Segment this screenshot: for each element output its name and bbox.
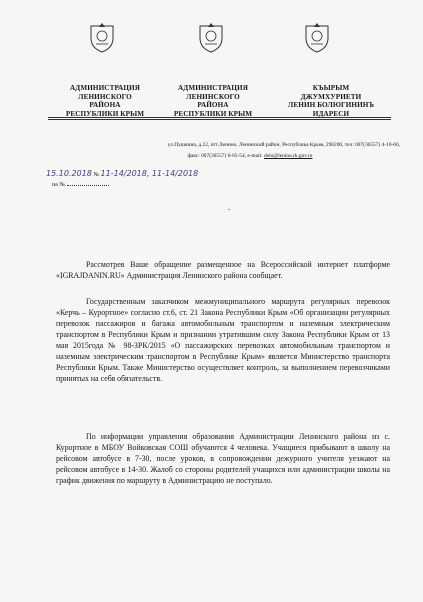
fax-label: факс: 007(36557) 6-05-54, e-mail: <box>187 153 264 159</box>
header-divider <box>48 117 391 118</box>
header-right-org-name: КЪЫРЫМ ДЖУМХУРИЕТИ ЛЕНИН БОЛЮГИНИНЪ ИДАРЕСИ <box>287 84 375 118</box>
check-mark-icon: ˇ <box>228 208 231 216</box>
header-divider <box>48 119 391 120</box>
reference-label: на № <box>52 182 66 188</box>
outgoing-date-number <box>46 170 198 179</box>
address-line: ул.Пушкина, д.22, пгт.Ленино, Ленинский район, Республика Крым, 298200, тел: 007(36557) 4-10-66, <box>167 142 400 148</box>
reference-blank <box>67 180 109 186</box>
coat-of-arms-icon <box>302 20 332 54</box>
contact-line <box>100 152 400 160</box>
header-left-org-name: АДМИНИСТРАЦИЯ ЛЕНИНСКОГО РАЙОНА РЕСПУБЛИКИ КРЫМ <box>65 84 145 118</box>
coat-of-arms-icon <box>87 20 117 54</box>
coat-of-arms-icon <box>196 20 226 54</box>
handwritten-number: 11-14/2018, 11-14/2018 <box>100 169 199 178</box>
header-center-org-name: АДМИНИСТРАЦИЯ ЛЕНИНСКОГО РАЙОНА РЕСПУБЛИКИ КРЫМ <box>173 84 253 118</box>
reference-number <box>52 180 109 189</box>
body-paragraph: По информации управления образования Администрации Ленинского района из с. Курортное в МБОУ Войковская СОШ обучаются 4 человека. Учащиеся прибывают в школу на рейсовом автобусе в 7-30, после уроков, в сопровождении дежурного учителя уезжают на рейсовом автобусе в 14-30. Жалоб со стороны родителей учащихся или администрации школы на график движения по маршруту в Администрацию не поступало. <box>56 432 390 485</box>
body-paragraph: Государственным заказчиком межмуниципального маршрута регулярных перевозок «Керчь – Курортное» согласно ст.6, ст. 21 Закона Республики Крым «Об организации регулярных перевозок пассажиров и багажа автомобильным транспортом и наземным электрическим транспортом в Республики Крым и признании утратившим силу Закона Республики Крым от 13 мая 2015года № 98-ЗРК/2015 «О пассажирских перевозках автомобильным транспортом и наземным электрическим транспортом в Республике Крым» является Министерство транспорта Республики Крым. Также Министерство осуществляет контроль, за выполнением перевозчиками принятых на себя обязательств. <box>56 297 390 383</box>
email-link[interactable]: delo@lenino.rk.gov.ru <box>264 153 313 159</box>
body-paragraph: Рассмотрев Ваше обращение размещенное на Всероссийской интернет платформе «IGRAJDANIN.RU» Администрация Ленинского района сообщает. <box>56 260 390 280</box>
handwritten-date: 15.10.2018 <box>46 169 92 178</box>
number-label: № <box>93 172 100 178</box>
